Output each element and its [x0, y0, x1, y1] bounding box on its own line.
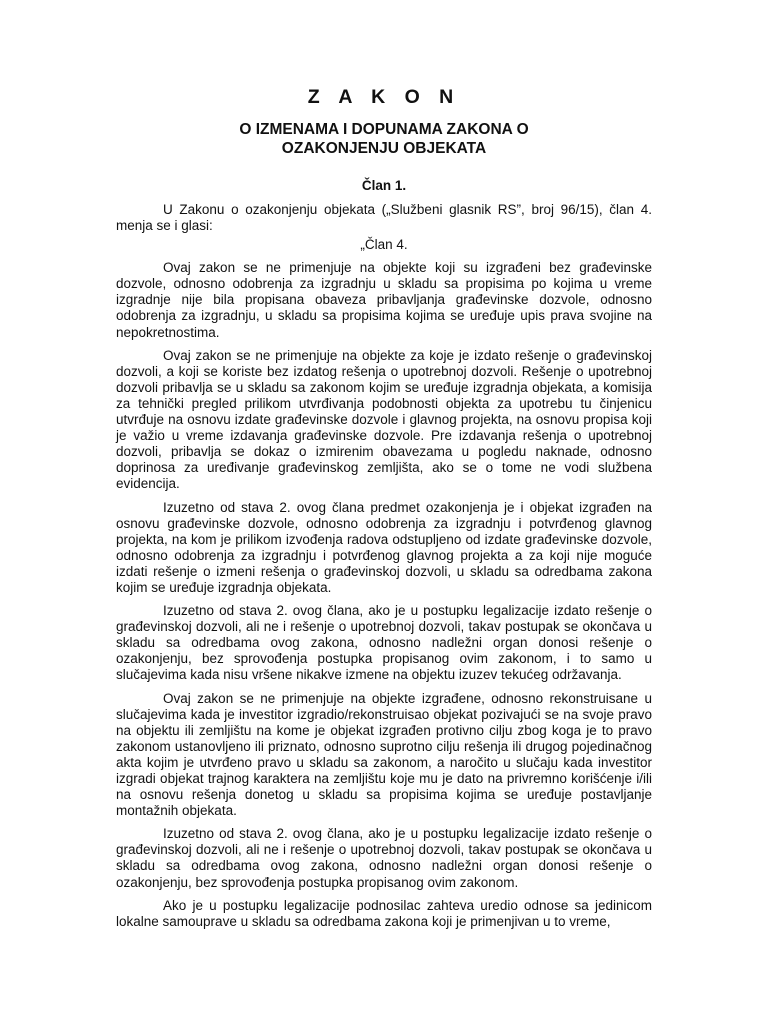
law-subtitle-line-2: OZAKONJENJU OBJEKATA	[281, 140, 487, 157]
paragraph-4: Izuzetno od stava 2. ovog člana, ako je u postupku legalizacije izdato rešenje o građevinskoj dozvoli, ali ne i rešenje o upotrebnoj dozvoli, takav postupak se okončava u skladu sa odredbama ovog zakona, odnosno nadležni organ donosi rešenje o ozakonjenju, bez sprovođenja postupka propisanog ovim zakonom, i to samo u slučajevima kada nisu vršene nikakve izmene na objektu izuzev tekućeg održavanja.	[116, 603, 652, 683]
paragraph-1: Ovaj zakon se ne primenjuje na objekte koji su izgrađeni bez građevinske dozvole, odnosno odobrenja za izgradnju u skladu sa propisima po kojima u vreme izgradnje nije bila propisana obaveza pribavljanja građevinske dozvole, odnosno odobrenja za izgradnju, u skladu sa propisima kojima se uređuje upis prava svojine na nepokretnostima.	[116, 260, 652, 340]
document-page	[116, 86, 652, 937]
paragraph-7: Ako je u postupku legalizacije podnosilac zahteva uredio odnose sa jedinicom lokalne samouprave u skladu sa odredbama zakona koji je primenjivan u to vreme,	[116, 897, 652, 929]
law-subtitle	[116, 120, 652, 158]
paragraph-2: Ovaj zakon se ne primenjuje na objekte za koje je izdato rešenje o građevinskoj dozvoli, a koji se koriste bez izdatog rešenja o upotrebnoj dozvoli. Rešenje o upotrebnoj dozvoli pribavlja se u skladu sa zakonom kojim se uređuje izgradnja objekata, a komisija za tehnički pregled prilikom utvrđivanja podobnosti objekta za upotrebu tu činjenicu utvrđuje na osnovu izdate građevinske dozvole i glavnog projekta, na osnovu propisa koji je važio u vreme izdavanja građevinske dozvole. Pre izdavanja rešenja o upotrebnoj dozvoli, pribavlja se dokaz o izmirenim obavezama u pogledu naknade, odnosno doprinosa za uređivanje građevinskog zemljišta, ako se o tome ne vodi službena evidencija.	[116, 347, 652, 492]
quoted-article-heading: „Član 4.	[360, 237, 408, 253]
article-heading: Član 1.	[361, 178, 407, 193]
law-title: Z A K O N	[307, 86, 461, 108]
paragraph-5: Ovaj zakon se ne primenjuje na objekte izgrađene, odnosno rekonstruisane u slučajevima kada je investitor izgradio/rekonstruisao objekat pozivajući se na svoje pravo na objektu ili zemljištu na kome je objekat izgrađen protivno cilju zbog koga je to pravo zakonom ustanovljeno ili priznato, odnosno suprotno cilju rešenja ili drugog pojedinačnog akta kojim je utvrđeno pravo u skladu sa zakonom, a naročito u slučaju kada investitor izgradi objekat trajnog karaktera na zemljištu koje mu je dato na privremno korišćenje i/ili na osnovu rešenja donetog u skladu sa propisima kojima se uređuje postavljanje montažnih objekata.	[116, 690, 652, 819]
intro-paragraph: U Zakonu o ozakonjenju objekata („Službeni glasnik RS”, broj 96/15), član 4. menja se i glasi:	[116, 202, 652, 234]
law-subtitle-line-1: O IZMENAMA I DOPUNAMA ZAKONA O	[239, 121, 529, 138]
paragraph-6: Izuzetno od stava 2. ovog člana, ako je u postupku legalizacije izdato rešenje o građevinskoj dozvoli, ali ne i rešenje o upotrebnoj dozvoli, takav postupak se okončava u skladu sa odredbama ovog zakona, odnosno nadležni organ donosi rešenje o ozakonjenju, bez sprovođenja postupka propisanog ovim zakonom.	[116, 826, 652, 890]
paragraph-3: Izuzetno od stava 2. ovog člana predmet ozakonjenja je i objekat izgrađen na osnovu građevinske dozvole, odnosno odobrenja za izgradnju i potvrđenog glavnog projekta, na kom je prilikom izvođenja radova odstupljeno od izdate građevinske dozvole, odnosno odobrenja za izgradnju i potvrđenog glavnog projekta a za koji nije moguće izdati rešenje o izmeni rešenja o građevinskoj dozvoli, u skladu sa odredbama zakona kojim se uređuje izgradnja objekata.	[116, 499, 652, 595]
